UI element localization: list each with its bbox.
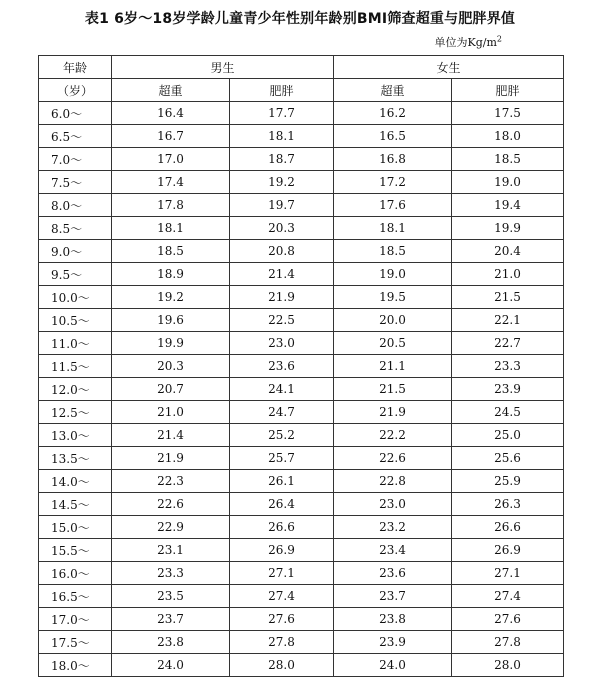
age-cell: 14.0～ bbox=[39, 470, 112, 493]
female-overweight-cell: 16.5 bbox=[334, 125, 452, 148]
unit-superscript: 2 bbox=[496, 34, 502, 44]
female-obese-cell: 25.9 bbox=[452, 470, 564, 493]
age-cell: 14.5～ bbox=[39, 493, 112, 516]
female-overweight-cell: 24.0 bbox=[334, 654, 452, 677]
male-overweight-cell: 17.8 bbox=[112, 194, 230, 217]
male-overweight-cell: 19.2 bbox=[112, 286, 230, 309]
male-obese-cell: 21.9 bbox=[230, 286, 334, 309]
female-obese-cell: 26.6 bbox=[452, 516, 564, 539]
male-overweight-cell: 21.9 bbox=[112, 447, 230, 470]
age-cell: 8.5～ bbox=[39, 217, 112, 240]
female-obese-cell: 20.4 bbox=[452, 240, 564, 263]
male-obese-cell: 26.9 bbox=[230, 539, 334, 562]
age-cell: 10.0～ bbox=[39, 286, 112, 309]
age-cell: 17.5～ bbox=[39, 631, 112, 654]
table-row bbox=[39, 378, 564, 401]
age-cell: 15.5～ bbox=[39, 539, 112, 562]
bmi-table bbox=[38, 55, 564, 677]
female-overweight-cell: 22.2 bbox=[334, 424, 452, 447]
age-cell: 18.0～ bbox=[39, 654, 112, 677]
male-header: 男生 bbox=[112, 56, 334, 79]
female-overweight-header: 超重 bbox=[334, 79, 452, 102]
male-obese-cell: 22.5 bbox=[230, 309, 334, 332]
table-row bbox=[39, 401, 564, 424]
age-cell: 15.0～ bbox=[39, 516, 112, 539]
male-obese-cell: 19.2 bbox=[230, 171, 334, 194]
male-overweight-cell: 23.5 bbox=[112, 585, 230, 608]
unit-text: 单位为Kg/m bbox=[434, 36, 497, 49]
male-obese-cell: 24.7 bbox=[230, 401, 334, 424]
female-obese-cell: 18.5 bbox=[452, 148, 564, 171]
female-overweight-cell: 19.5 bbox=[334, 286, 452, 309]
male-obese-cell: 18.1 bbox=[230, 125, 334, 148]
age-cell: 6.5～ bbox=[39, 125, 112, 148]
male-obese-cell: 25.7 bbox=[230, 447, 334, 470]
male-obese-cell: 25.2 bbox=[230, 424, 334, 447]
male-overweight-cell: 18.5 bbox=[112, 240, 230, 263]
table-row bbox=[39, 516, 564, 539]
table-row bbox=[39, 424, 564, 447]
table-row bbox=[39, 470, 564, 493]
male-overweight-cell: 21.4 bbox=[112, 424, 230, 447]
table-row bbox=[39, 585, 564, 608]
female-overweight-cell: 22.8 bbox=[334, 470, 452, 493]
age-cell: 7.5～ bbox=[39, 171, 112, 194]
age-cell: 16.5～ bbox=[39, 585, 112, 608]
female-obese-cell: 18.0 bbox=[452, 125, 564, 148]
female-obese-cell: 19.0 bbox=[452, 171, 564, 194]
male-overweight-cell: 16.7 bbox=[112, 125, 230, 148]
table-row bbox=[39, 102, 564, 125]
male-overweight-cell: 18.1 bbox=[112, 217, 230, 240]
age-cell: 12.5～ bbox=[39, 401, 112, 424]
male-obese-cell: 27.1 bbox=[230, 562, 334, 585]
male-overweight-cell: 19.9 bbox=[112, 332, 230, 355]
female-obese-header: 肥胖 bbox=[452, 79, 564, 102]
male-overweight-cell: 20.3 bbox=[112, 355, 230, 378]
male-obese-cell: 27.6 bbox=[230, 608, 334, 631]
female-overweight-cell: 20.5 bbox=[334, 332, 452, 355]
female-obese-cell: 21.0 bbox=[452, 263, 564, 286]
table-row bbox=[39, 539, 564, 562]
table-row bbox=[39, 240, 564, 263]
female-overweight-cell: 22.6 bbox=[334, 447, 452, 470]
female-obese-cell: 19.9 bbox=[452, 217, 564, 240]
age-cell: 13.0～ bbox=[39, 424, 112, 447]
unit-label bbox=[435, 34, 503, 50]
table-row bbox=[39, 286, 564, 309]
table-row bbox=[39, 608, 564, 631]
female-obese-cell: 27.4 bbox=[452, 585, 564, 608]
male-overweight-cell: 22.3 bbox=[112, 470, 230, 493]
table-body bbox=[39, 56, 564, 677]
male-obese-cell: 26.4 bbox=[230, 493, 334, 516]
female-overweight-cell: 17.2 bbox=[334, 171, 452, 194]
female-obese-cell: 17.5 bbox=[452, 102, 564, 125]
female-overweight-cell: 23.6 bbox=[334, 562, 452, 585]
male-overweight-cell: 23.7 bbox=[112, 608, 230, 631]
female-overweight-cell: 16.2 bbox=[334, 102, 452, 125]
table-row bbox=[39, 148, 564, 171]
age-cell: 11.5～ bbox=[39, 355, 112, 378]
age-header: 年龄 bbox=[39, 56, 112, 79]
table-row bbox=[39, 631, 564, 654]
female-overweight-cell: 21.1 bbox=[334, 355, 452, 378]
female-obese-cell: 22.7 bbox=[452, 332, 564, 355]
male-overweight-cell: 24.0 bbox=[112, 654, 230, 677]
age-cell: 17.0～ bbox=[39, 608, 112, 631]
male-overweight-cell: 19.6 bbox=[112, 309, 230, 332]
female-overweight-cell: 23.2 bbox=[334, 516, 452, 539]
male-overweight-cell: 22.9 bbox=[112, 516, 230, 539]
table-title: 表1 6岁～18岁学龄儿童青少年性别年龄别BMI筛查超重与肥胖界值 bbox=[84, 11, 516, 27]
female-obese-cell: 23.9 bbox=[452, 378, 564, 401]
male-overweight-cell: 22.6 bbox=[112, 493, 230, 516]
female-header: 女生 bbox=[334, 56, 564, 79]
male-obese-cell: 27.8 bbox=[230, 631, 334, 654]
male-overweight-cell: 23.1 bbox=[112, 539, 230, 562]
age-cell: 8.0～ bbox=[39, 194, 112, 217]
female-obese-cell: 25.6 bbox=[452, 447, 564, 470]
male-overweight-cell: 18.9 bbox=[112, 263, 230, 286]
male-obese-cell: 20.3 bbox=[230, 217, 334, 240]
female-obese-cell: 23.3 bbox=[452, 355, 564, 378]
male-obese-cell: 23.0 bbox=[230, 332, 334, 355]
female-overweight-cell: 18.5 bbox=[334, 240, 452, 263]
male-overweight-cell: 16.4 bbox=[112, 102, 230, 125]
age-cell: 9.0～ bbox=[39, 240, 112, 263]
female-overweight-cell: 23.7 bbox=[334, 585, 452, 608]
male-obese-cell: 23.6 bbox=[230, 355, 334, 378]
female-overweight-cell: 18.1 bbox=[334, 217, 452, 240]
female-obese-cell: 27.8 bbox=[452, 631, 564, 654]
male-obese-cell: 17.7 bbox=[230, 102, 334, 125]
age-cell: 13.5～ bbox=[39, 447, 112, 470]
male-obese-cell: 26.6 bbox=[230, 516, 334, 539]
male-obese-cell: 18.7 bbox=[230, 148, 334, 171]
female-overweight-cell: 19.0 bbox=[334, 263, 452, 286]
table-row bbox=[39, 309, 564, 332]
female-obese-cell: 27.6 bbox=[452, 608, 564, 631]
table-row bbox=[39, 355, 564, 378]
male-overweight-cell: 21.0 bbox=[112, 401, 230, 424]
header-row-1 bbox=[39, 56, 564, 79]
age-cell: 9.5～ bbox=[39, 263, 112, 286]
male-obese-cell: 27.4 bbox=[230, 585, 334, 608]
female-obese-cell: 24.5 bbox=[452, 401, 564, 424]
age-unit-header: （岁） bbox=[39, 79, 112, 102]
female-obese-cell: 19.4 bbox=[452, 194, 564, 217]
table-row bbox=[39, 654, 564, 677]
male-obese-cell: 24.1 bbox=[230, 378, 334, 401]
female-overweight-cell: 20.0 bbox=[334, 309, 452, 332]
female-obese-cell: 27.1 bbox=[452, 562, 564, 585]
female-overweight-cell: 17.6 bbox=[334, 194, 452, 217]
male-obese-cell: 20.8 bbox=[230, 240, 334, 263]
male-overweight-header: 超重 bbox=[112, 79, 230, 102]
male-obese-cell: 19.7 bbox=[230, 194, 334, 217]
table-row bbox=[39, 263, 564, 286]
age-cell: 10.5～ bbox=[39, 309, 112, 332]
age-cell: 7.0～ bbox=[39, 148, 112, 171]
age-cell: 16.0～ bbox=[39, 562, 112, 585]
age-cell: 12.0～ bbox=[39, 378, 112, 401]
male-overweight-cell: 17.4 bbox=[112, 171, 230, 194]
female-obese-cell: 21.5 bbox=[452, 286, 564, 309]
age-cell: 11.0～ bbox=[39, 332, 112, 355]
male-overweight-cell: 17.0 bbox=[112, 148, 230, 171]
table-row bbox=[39, 562, 564, 585]
table-row bbox=[39, 217, 564, 240]
table-row bbox=[39, 493, 564, 516]
male-obese-header: 肥胖 bbox=[230, 79, 334, 102]
female-overweight-cell: 21.9 bbox=[334, 401, 452, 424]
male-obese-cell: 21.4 bbox=[230, 263, 334, 286]
male-obese-cell: 26.1 bbox=[230, 470, 334, 493]
female-overweight-cell: 23.4 bbox=[334, 539, 452, 562]
male-obese-cell: 28.0 bbox=[230, 654, 334, 677]
age-cell: 6.0～ bbox=[39, 102, 112, 125]
table-row bbox=[39, 332, 564, 355]
female-obese-cell: 22.1 bbox=[452, 309, 564, 332]
female-overweight-cell: 23.9 bbox=[334, 631, 452, 654]
female-obese-cell: 26.9 bbox=[452, 539, 564, 562]
female-obese-cell: 25.0 bbox=[452, 424, 564, 447]
female-overweight-cell: 21.5 bbox=[334, 378, 452, 401]
female-obese-cell: 26.3 bbox=[452, 493, 564, 516]
table-row bbox=[39, 447, 564, 470]
female-overweight-cell: 23.8 bbox=[334, 608, 452, 631]
table-row bbox=[39, 194, 564, 217]
female-overweight-cell: 16.8 bbox=[334, 148, 452, 171]
male-overweight-cell: 23.8 bbox=[112, 631, 230, 654]
female-overweight-cell: 23.0 bbox=[334, 493, 452, 516]
female-obese-cell: 28.0 bbox=[452, 654, 564, 677]
header-row-2 bbox=[39, 79, 564, 102]
male-overweight-cell: 20.7 bbox=[112, 378, 230, 401]
table-row bbox=[39, 125, 564, 148]
male-overweight-cell: 23.3 bbox=[112, 562, 230, 585]
table-row bbox=[39, 171, 564, 194]
